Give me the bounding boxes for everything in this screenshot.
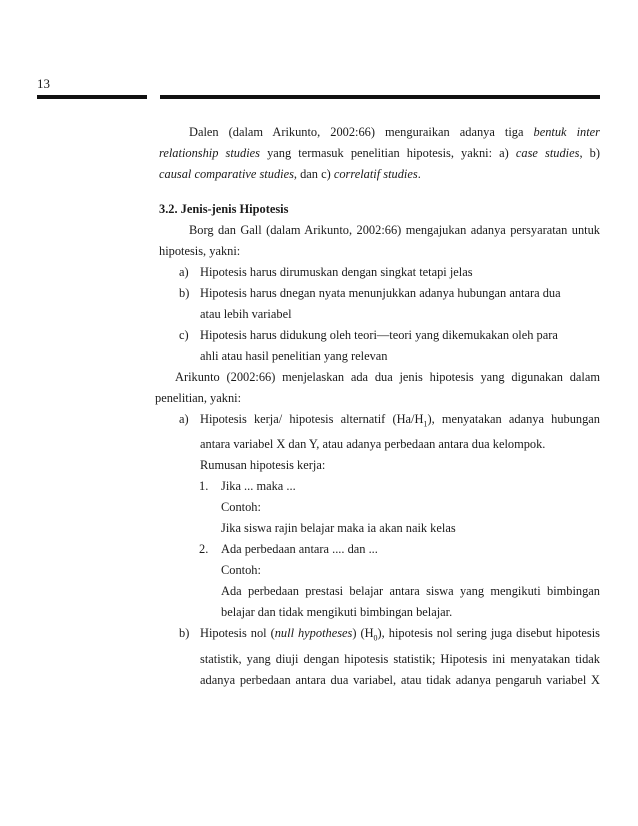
text: ) (H xyxy=(352,626,374,641)
example-text: Jika siswa rajin belajar maka ia akan naik kelas xyxy=(221,521,456,536)
list-marker: 1. xyxy=(199,479,209,494)
list-continuation: ahli atau hasil penelitian yang relevan xyxy=(200,349,388,363)
paragraph-line: penelitian, yakni: xyxy=(155,391,242,405)
list-text xyxy=(200,409,600,434)
example-label: Contoh: xyxy=(221,563,261,578)
list-text: Jika ... maka ... xyxy=(221,479,296,494)
list-text: Ada perbedaan antara .... dan ... xyxy=(221,542,378,557)
page-body xyxy=(155,122,601,691)
paragraph-line: Arikunto (2002:66) menjelaskan ada dua jenis hipotesis yang digunakan dalam xyxy=(175,370,600,384)
header-rule-right xyxy=(160,95,600,99)
list-continuation: adanya perbedaan antara dua variabel, atau tidak adanya pengaruh variabel X xyxy=(200,672,600,687)
list-marker: 2. xyxy=(199,542,209,557)
list-item xyxy=(159,262,600,283)
text: ), hipotesis nol sering juga disebut hipotesis xyxy=(377,626,600,641)
list-continuation: atau lebih variabel xyxy=(200,307,292,321)
list-text: Hipotesis harus dnegan nyata menunjukkan adanya hubungan antara dua xyxy=(200,286,561,300)
example-text: belajar dan tidak mengikuti bimbingan belajar. xyxy=(221,605,453,620)
list-continuation: antara variabel X dan Y, atau adanya perbedaan antara dua kelompok. xyxy=(200,437,546,452)
example-label: Contoh: xyxy=(221,500,261,515)
list-text: Hipotesis harus didukung oleh teori—teori yang dikemukakan oleh para xyxy=(200,328,558,342)
example-text: Ada perbedaan prestasi belajar antara siswa yang mengikuti bimbingan xyxy=(221,584,600,599)
paragraph-line: Borg dan Gall (dalam Arikunto, 2002:66) mengajukan adanya persyaratan untuk xyxy=(189,223,600,237)
list-continuation: Rumusan hipotesis kerja: xyxy=(200,458,326,473)
section-heading: 3.2. Jenis-jenis Hipotesis xyxy=(159,202,289,216)
text: . xyxy=(417,167,421,181)
list-item xyxy=(159,325,600,346)
sub-list-item xyxy=(159,476,600,497)
italic-text: bentuk inter xyxy=(533,125,600,139)
paragraph-line xyxy=(159,164,600,185)
paragraph-line xyxy=(159,122,600,143)
header-rule-left xyxy=(37,95,147,99)
list-item xyxy=(159,283,600,304)
list-marker: a) xyxy=(179,412,189,426)
list-text: Hipotesis harus dirumuskan dengan singkat tetapi jelas xyxy=(200,265,473,279)
subscript: 1 xyxy=(423,419,428,429)
text: , b) xyxy=(579,146,600,160)
list-marker: b) xyxy=(179,286,190,300)
italic-text: case studies xyxy=(515,146,580,160)
list-continuation: statistik, yang diuji dengan hipotesis statistik; Hipotesis ini menyatakan tidak xyxy=(200,651,600,666)
italic-text: relationship studies xyxy=(159,146,260,160)
list-item xyxy=(159,409,600,434)
italic-text: causal comparative studies xyxy=(159,167,294,181)
subscript: 0 xyxy=(373,633,378,643)
list-marker: b) xyxy=(179,626,190,641)
italic-text: null hypotheses xyxy=(274,626,353,641)
text: yang termasuk penelitian hipotesis, yakni: a) xyxy=(259,146,516,160)
text: , dan c) xyxy=(293,167,334,181)
list-marker: a) xyxy=(179,265,189,279)
paragraph-line xyxy=(159,143,600,164)
text: Hipotesis nol ( xyxy=(200,626,275,641)
text: ), menyatakan adanya hubungan xyxy=(427,412,601,426)
text: Dalen (dalam Arikunto, 2002:66) menguraikan adanya tiga xyxy=(189,125,534,139)
list-text xyxy=(200,623,600,648)
sub-list-item xyxy=(159,539,600,560)
text: Hipotesis kerja/ hipotesis alternatif (Ha/H xyxy=(200,412,424,426)
paragraph-line: hipotesis, yakni: xyxy=(159,244,241,258)
list-marker: c) xyxy=(179,328,189,342)
page-number: 13 xyxy=(37,76,50,91)
italic-text: correlatif studies xyxy=(333,167,418,181)
list-item xyxy=(159,623,600,648)
